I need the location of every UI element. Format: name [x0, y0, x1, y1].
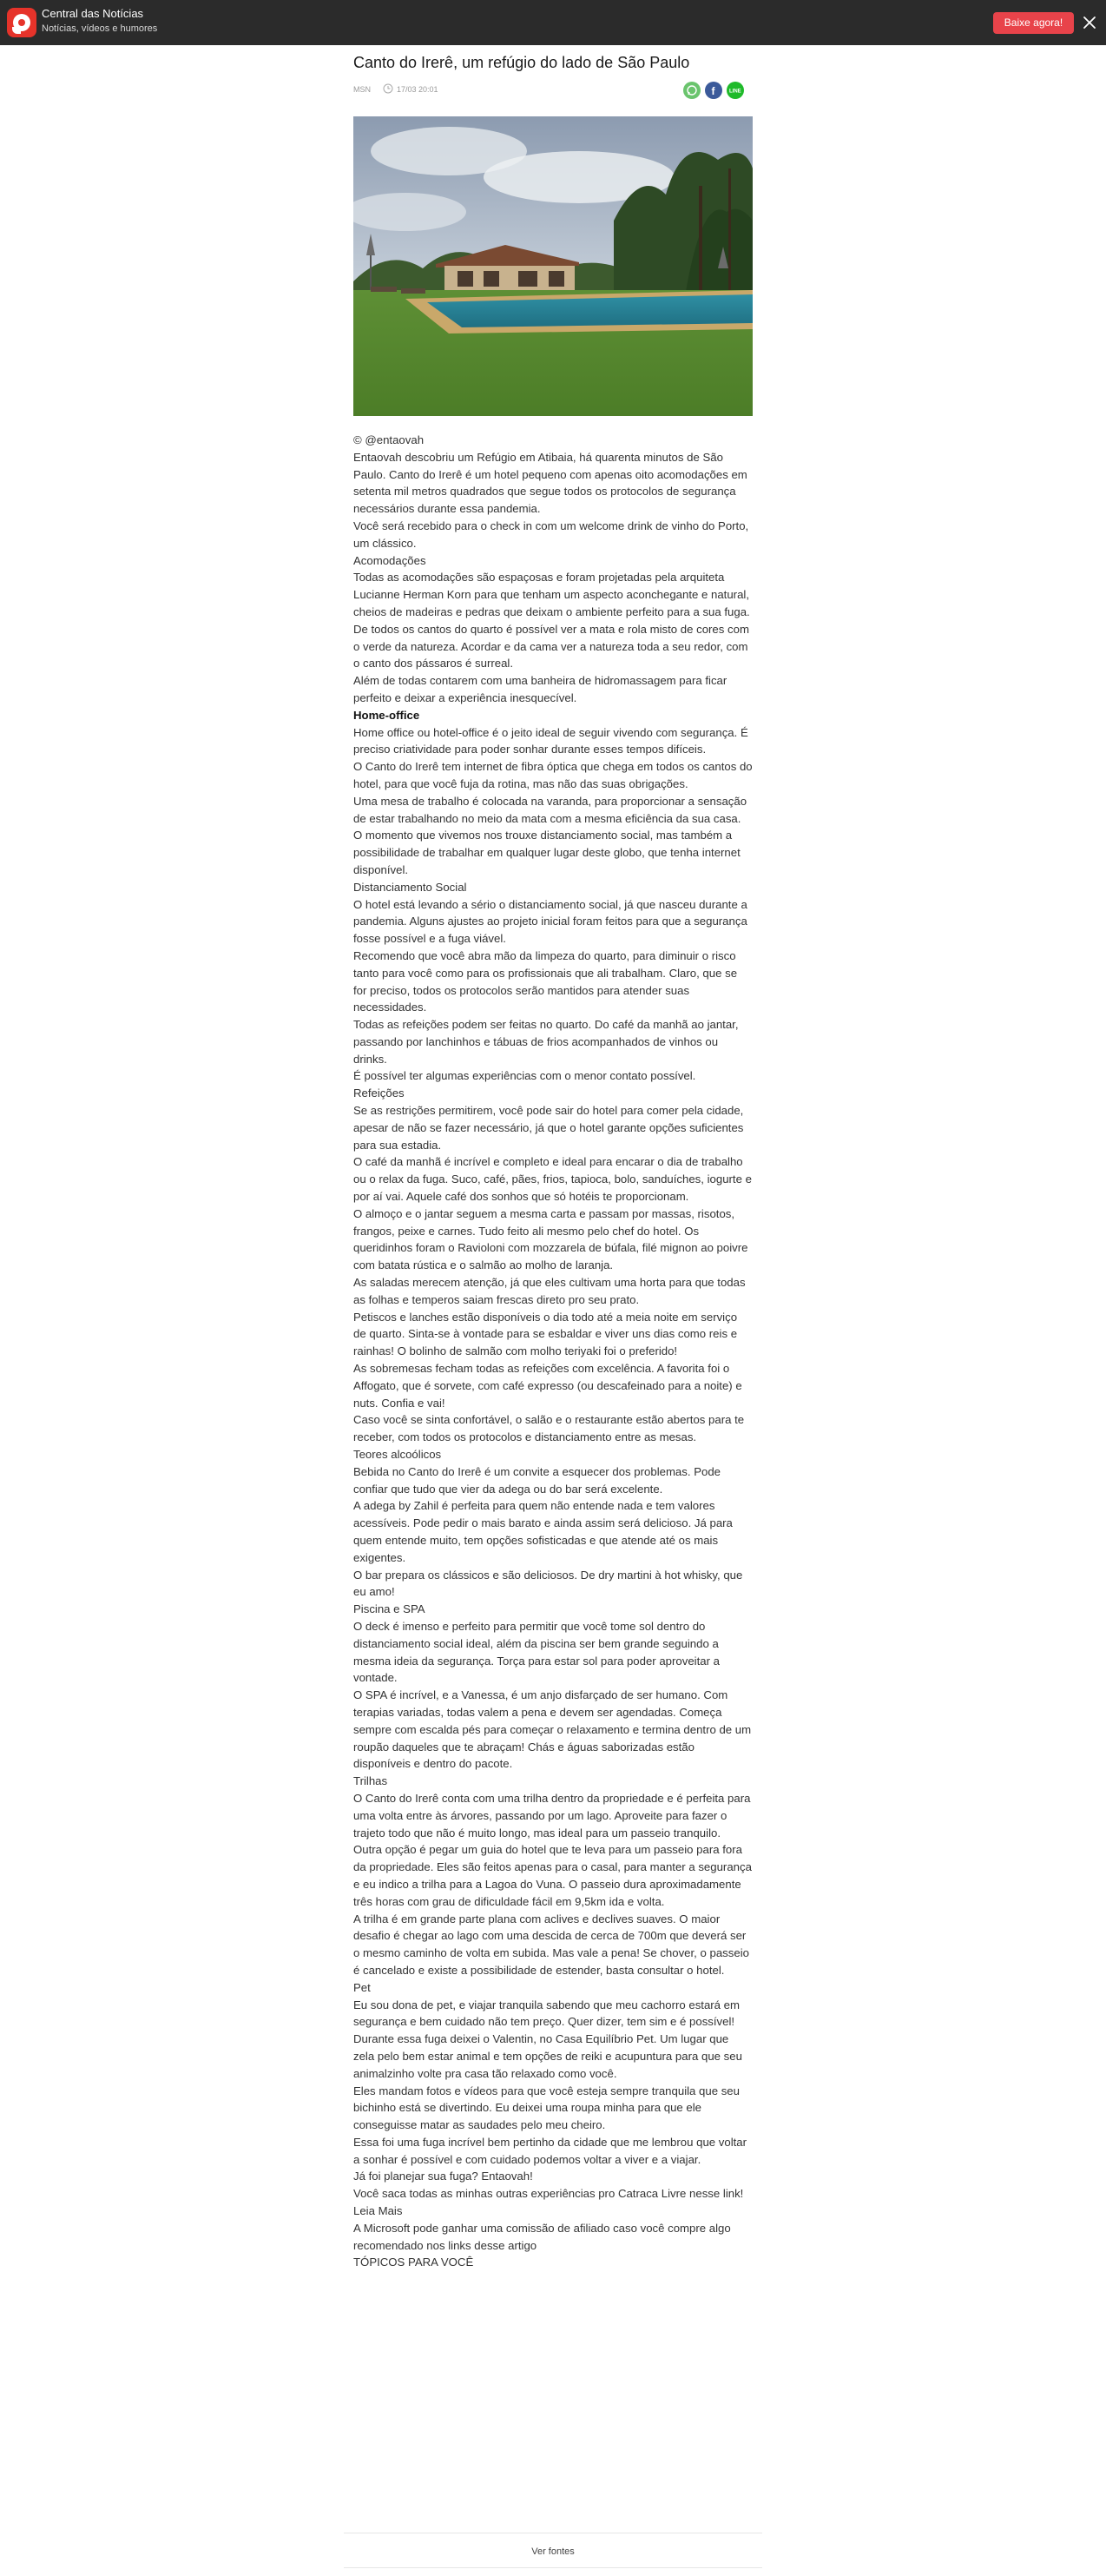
- article-paragraph: Caso você se sinta confortável, o salão e o restaurante estão abertos para te receber, com todos os protocolos e distanciamento entre as mesas.: [353, 1413, 745, 1444]
- article-paragraph: O SPA é incrível, e a Vanessa, é um anjo disfarçado de ser humano. Com terapias variadas, todas valem a pena e devem ser agendadas. Começa sempre com escalda pés para começar o relaxamento e termina dentro de um roupão daqueles que te abraçam! Chás e águas saborizadas estão disponíveis e dentro do pacote.: [353, 1688, 752, 1771]
- article-paragraph: O café da manhã é incrível e completo e ideal para encarar o dia de trabalho ou o relax da fuga. Suco, café, pães, frios, tapioca, bolo, sanduíches, iogurte e por aí vai. Aquele café dos sonhos que só hotéis te proporcionam.: [353, 1155, 752, 1204]
- article-body: [353, 432, 753, 2271]
- article-paragraph: © @entaovah: [353, 433, 425, 446]
- app-logo-icon: [7, 8, 36, 37]
- article-paragraph: Se as restrições permitirem, você pode sair do hotel para comer pela cidade, apesar de não se fazer necessário, já que o hotel garante opções suficientes para sua estadia.: [353, 1104, 744, 1152]
- article-paragraph: A Microsoft pode ganhar uma comissão de afiliado caso você compre algo recomendado nos links desse artigo: [353, 2221, 731, 2252]
- article-source: MSN: [353, 85, 371, 94]
- article-paragraph: Eu sou dona de pet, e viajar tranquila sabendo que meu cachorro estará em segurança e bem cuidado não tem preço. Quer dizer, tem sim e é possível! Durante essa fuga deixei o Valentin, no Casa Equilíbrio Pet. Um lugar que zela pelo bem estar animal e tem opções de reiki e acupuntura para que seu animalzinho volte pra casa tão relaxado como você.: [353, 1998, 742, 2080]
- article-time: 17/03 20:01: [397, 85, 438, 94]
- article-paragraph: Leia Mais: [353, 2204, 403, 2218]
- facebook-icon[interactable]: [705, 82, 722, 99]
- article-paragraph: Refeições: [353, 1087, 405, 1100]
- article-paragraph: Além de todas contarem com uma banheira de hidromassagem para ficar perfeito e deixar a experiência inesquecível.: [353, 674, 727, 704]
- article-paragraph: O almoço e o jantar seguem a mesma carta e passam por massas, risotos, frangos, peixe e carnes. Tudo feito ali mesmo pelo chef do hotel. Os queridinhos foram o Ravioloni com mozzarela de búfala, filé mignon ao poivre com batata rústica e o salmão ao molho de laranja.: [353, 1206, 748, 1272]
- hero-image: [353, 116, 753, 416]
- article-paragraph: Bebida no Canto do Irerê é um convite a esquecer dos problemas. Pode confiar que tudo que vier da adega ou do bar será excelente.: [353, 1464, 721, 1496]
- article-paragraph: Distanciamento Social: [353, 880, 467, 894]
- article-paragraph: Home office ou hotel-office é o jeito ideal de seguir vivendo com segurança. É preciso criatividade para poder sonhar durante esses tempos difíceis.: [353, 725, 748, 756]
- article-subheading: Home-office: [353, 708, 420, 722]
- article-meta: [353, 78, 753, 101]
- article-paragraph: O Canto do Irerê conta com uma trilha dentro da propriedade e é perfeita para uma volta entre às árvores, passando por um lago. Aproveite para fazer o trajeto todo que não é muito longo, mas ideal para um passeio tranquilo.: [353, 1791, 751, 1840]
- app-tagline: Notícias, vídeos e humores: [42, 23, 158, 34]
- article-paragraph: Trilhas: [353, 1774, 388, 1788]
- article-paragraph: Eles mandam fotos e vídeos para que você esteja sempre tranquila que seu bichinho está se divertindo. Eu deixei uma roupa minha para que ele conseguisse matar as saudades pelo meu cheiro.: [353, 2084, 740, 2132]
- article-paragraph: O hotel está levando a sério o distanciamento social, já que nasceu durante a pandemia. Alguns ajustes ao projeto inicial foram feitos para que a segurança fosse possível e a fuga viável.: [353, 897, 747, 946]
- app-name: Central das Notícias: [42, 7, 144, 20]
- article-paragraph: Todas as acomodações são espaçosas e foram projetadas pela arquiteta Lucianne Herman Korn para que tenham um aspecto aconchegante e natural, cheios de madeiras e pedras que deixam o ambiente perfeito para a sua fuga.: [353, 571, 750, 618]
- line-icon[interactable]: [727, 82, 744, 99]
- article-paragraph: Você saca todas as minhas outras experiências pro Catraca Livre nesse link!: [353, 2187, 744, 2201]
- divider: [344, 2567, 762, 2568]
- article-paragraph: Essa foi uma fuga incrível bem pertinho da cidade que me lembrou que voltar a sonhar é possível e com cuidado podemos voltar a viver e a viajar.: [353, 2135, 747, 2166]
- article-paragraph: A trilha é em grande parte plana com aclives e declives suaves. O maior desafio é chegar ao lago com uma descida de cerca de 700m que deverá ser o mesmo caminho de volta em subida. Mas vale a pena! Se chover, o passeio é cancelado e existe a possibilidade de estender, basta consultar o hotel.: [353, 1912, 749, 1977]
- app-banner: [0, 0, 1106, 45]
- article-paragraph: Teores alcoólicos: [353, 1448, 442, 1462]
- clock-icon: [383, 83, 393, 94]
- article-paragraph: TÓPICOS PARA VOCÊ: [353, 2256, 474, 2269]
- article-paragraph: As sobremesas fecham todas as refeições com excelência. A favorita foi o Affogato, que é sorvete, com café expresso (ou descafeinado para a noite) e nuts. Confia e vai!: [353, 1362, 742, 1410]
- article-paragraph: É possível ter algumas experiências com o menor contato possível.: [353, 1069, 696, 1083]
- article-paragraph: O deck é imenso e perfeito para permitir que você tome sol dentro do distanciamento social ideal, além da piscina ser bem grande seguindo a mesma ideia da segurança. Torça para estar sol para poder aproveitar a vontade.: [353, 1619, 720, 1685]
- article-paragraph: Já foi planejar sua fuga? Entaovah!: [353, 2170, 533, 2183]
- article-paragraph: O Canto do Irerê tem internet de fibra óptica que chega em todos os cantos do hotel, para que você fuja da rotina, mas não das suas obrigações.: [353, 760, 753, 790]
- article-paragraph: Todas as refeições podem ser feitas no quarto. Do café da manhã ao jantar, passando por lanchinhos e tábuas de frios acompanhados de vinhos ou drinks.: [353, 1018, 739, 1066]
- article-paragraph: Recomendo que você abra mão da limpeza do quarto, para diminuir o risco tanto para você como para os profissionais que ali trabalham. Claro, que se for preciso, todos os protocolos serão mantidos para atender suas necessidades.: [353, 948, 738, 1014]
- see-sources-link[interactable]: Ver fontes: [531, 2546, 575, 2557]
- article-paragraph: De todos os cantos do quarto é possível ver a mata e rola misto de cores com o verde da natureza. Acordar e da cama ver a natureza toda a seu redor, com o canto dos pássaros é surreal.: [353, 622, 749, 670]
- article-paragraph: Uma mesa de trabalho é colocada na varanda, para proporcionar a sensação de estar trabalhando no meio da mata com a mesma eficiência da sua casa.: [353, 794, 747, 825]
- whatsapp-icon[interactable]: [683, 82, 701, 99]
- article-paragraph: Piscina e SPA: [353, 1602, 425, 1616]
- article-paragraph: Acomodações: [353, 553, 426, 567]
- article: [353, 52, 753, 2271]
- article-paragraph: O momento que vivemos nos trouxe distanciamento social, mas também a possibilidade de trabalhar em qualquer lugar deste globo, que tenha internet disponível.: [353, 829, 741, 876]
- article-paragraph: A adega by Zahil é perfeita para quem não entende nada e tem valores acessíveis. Pode pedir o mais barato e ainda assim será delicioso. Já para quem entende muito, tem opções sofisticadas e que atende até os mais exigentes.: [353, 1499, 733, 1564]
- download-app-button[interactable]: Baixe agora!: [993, 12, 1074, 34]
- article-paragraph: Entaovah descobriu um Refúgio em Atibaia, há quarenta minutos de São Paulo. Canto do Irerê é um hotel pequeno com apenas oito acomodações em setenta mil metros quadrados que segue todos os protocolos de segurança necessários durante essa pandemia.: [353, 450, 747, 516]
- article-paragraph: As saladas merecem atenção, já que eles cultivam uma horta para que todas as folhas e temperos saiam frescas direto pro seu prato.: [353, 1276, 746, 1306]
- article-paragraph: Você será recebido para o check in com um welcome drink de vinho do Porto, um clássico.: [353, 519, 749, 550]
- article-paragraph: Pet: [353, 1980, 371, 1994]
- svg-text:LINE: LINE: [729, 89, 741, 95]
- svg-text:f: f: [711, 85, 715, 97]
- article-paragraph: O bar prepara os clássicos e são deliciosos. De dry martini à hot whisky, que eu amo!: [353, 1568, 743, 1599]
- article-title: Canto do Irerê, um refúgio do lado de São Paulo: [353, 54, 690, 71]
- close-icon[interactable]: [1078, 11, 1101, 34]
- article-paragraph: Outra opção é pegar um guia do hotel que te leva para um passeio para fora da propriedade. Eles são feitos apenas para o casal, para manter a segurança e eu indico a trilha para a Lagoa do Vuna. O passeio dura aproximadamente três horas com grau de dificuldade fácil em 9,5km ida e volta.: [353, 1843, 752, 1908]
- article-paragraph: Petiscos e lanches estão disponíveis o dia todo até a meia noite em serviço de quarto. Sinta-se à vontade para se esbaldar e viver uns dias como reis e rainhas! O bolinho de salmão com molho teriyaki foi o preferido!: [353, 1310, 738, 1358]
